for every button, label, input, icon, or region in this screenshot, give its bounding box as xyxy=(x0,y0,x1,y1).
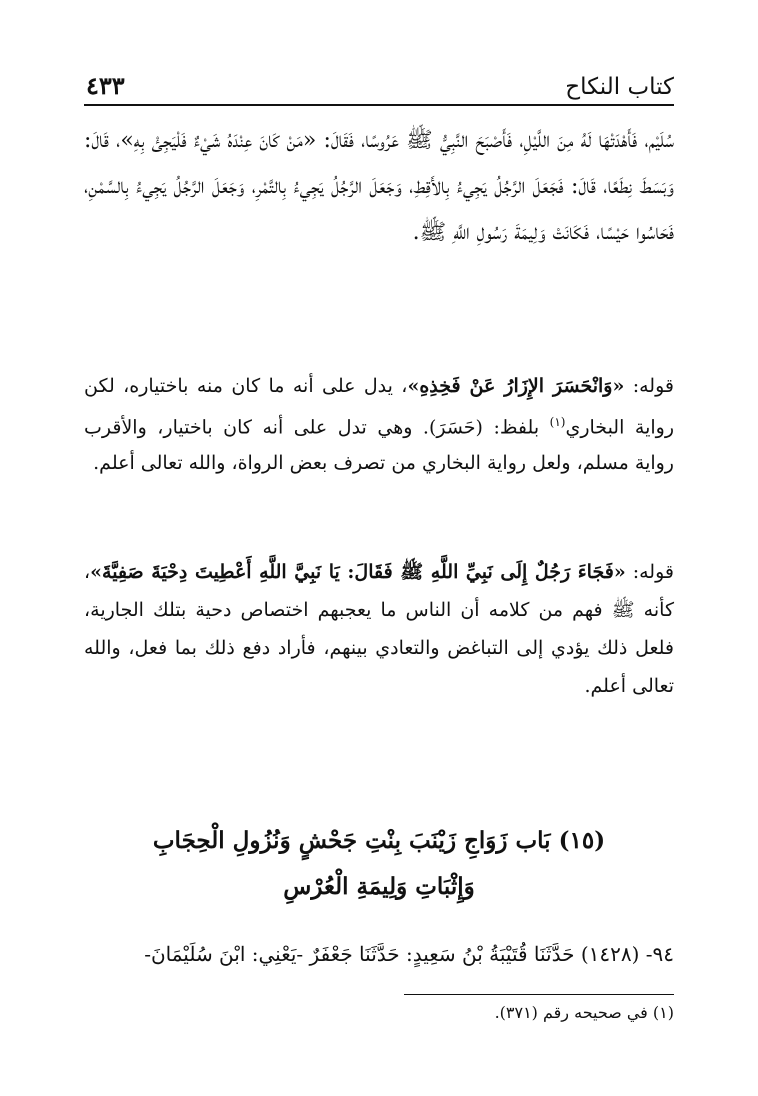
header-rule xyxy=(84,104,674,106)
commentary-lead: قوله: xyxy=(625,561,674,583)
commentary-text: ، يدل على أنه ما كان منه باختياره، لكن رواية البخاري xyxy=(84,375,675,439)
commentary-text: بلفظ: (حَسَرَ). وهي تدل على أنه كان باختيار، والأقرب رواية مسلم، ولعل رواية البخاري من تصرف بعض الرواة، والله تعالى أعلم. xyxy=(84,416,674,475)
commentary-paragraph-1 xyxy=(84,368,674,481)
running-title: كتاب النكاح xyxy=(565,74,674,100)
footnote-rule xyxy=(404,994,674,995)
commentary-quote: «وَانْحَسَرَ الإِزَارُ عَنْ فَخِذِهِ» xyxy=(407,375,625,397)
chapter-heading xyxy=(84,818,674,910)
commentary-paragraph-2 xyxy=(84,553,674,705)
commentary-quote: «فَجَاءَ رَجُلٌ إِلَى نَبِيِّ اللَّهِ ﷺ فَقَالَ: يَا نَبِيَّ اللَّهِ أَعْطِيتَ دِحْيَةَ صَفِيَّةَ» xyxy=(90,561,626,583)
hadith-isnad: ٩٤- (١٤٢٨) حَدَّثَنَا قُتَيْبَةُ بْنُ سَعِيدٍ: حَدَّثَنَا جَعْفَرٌ -يَعْنِي: ابْنَ سُلَيْمَانَ- xyxy=(144,942,674,966)
chapter-heading-line: وَإِثْبَاتِ وَلِيمَةِ الْعُرْسِ xyxy=(283,873,475,900)
commentary-text: ، كأنه ﷺ فهم من كلامه أن الناس ما يعجبهم اختصاص دحية بتلك الجارية، فلعل ذلك يؤدي إلى التباغض والتعادي بينهم، فأراد دفع ذلك بما فعل، والله تعالى أعلم. xyxy=(84,561,674,697)
page-header xyxy=(86,60,674,100)
commentary-lead: قوله: xyxy=(624,375,674,397)
page-number: ٤٣٣ xyxy=(86,71,125,100)
footnote: (١) في صحيحه رقم (٣٧١). xyxy=(494,1003,674,1022)
hadith-text: سُلَيْم، فَأَهْدَتْهَا لَهُ مِنَ اللَّيْلِ، فَأَصْبَحَ النَّبِيُّ ﷺ عَرُوسًا، فَقَالَ: «مَنْ كَانَ عِنْدَهُ شَيْءٌ فَلْيَجِئْ بِهِ»، قَالَ: وَبَسَطَ نِطَعًا، قَالَ: فَجَعَلَ الرَّجُلُ يَجِيءُ بِالأَقِطِ، وَجَعَلَ الرَّجُلُ يَجِيءُ بِالتَّمْرِ، وَجَعَلَ الرَّجُلُ يَجِيءُ بِالسَّمْنِ، فَحَاسُوا حَيْسًا، فَكَانَتْ وَلِيمَةَ رَسُولِ اللَّهِ ﷺ. xyxy=(84,128,674,245)
chapter-heading-line: (١٥) بَاب زَوَاجِ زَيْنَبَ بِنْتِ جَحْشٍ وَنُزُولِ الْحِجَابِ xyxy=(152,827,606,854)
footnote-reference[interactable]: (١) xyxy=(549,415,566,429)
